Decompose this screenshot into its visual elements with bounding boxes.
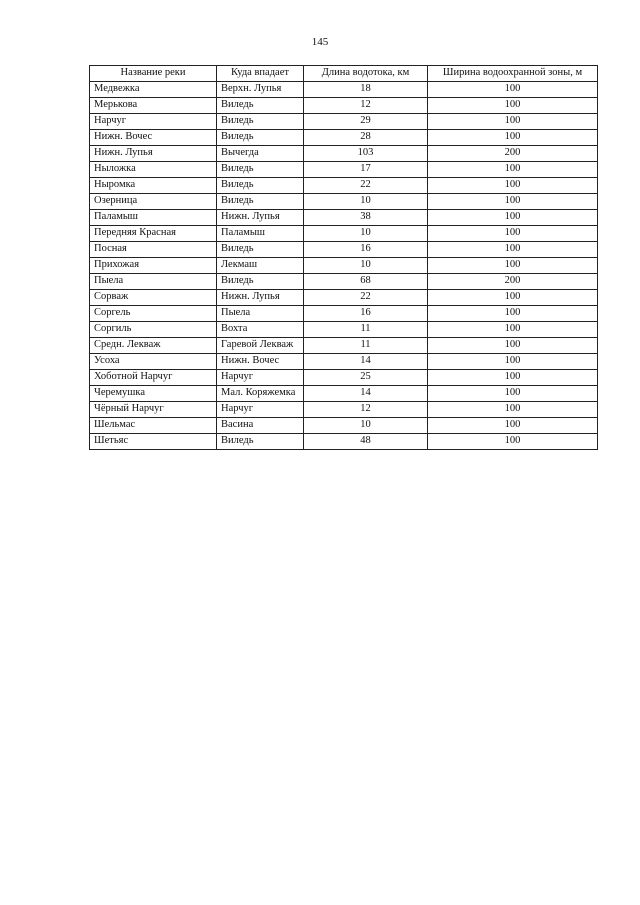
cell-length: 29 (304, 114, 428, 130)
cell-river-name: Шетьяс (90, 434, 217, 450)
table-body (90, 82, 598, 450)
header-flows-into: Куда впадает (217, 66, 304, 82)
table-row (90, 354, 598, 370)
cell-river-name: Ныромка (90, 178, 217, 194)
page-number: 145 (311, 36, 329, 48)
cell-zone-width: 100 (428, 226, 598, 242)
cell-length: 10 (304, 194, 428, 210)
cell-flows-into: Нарчуг (217, 370, 304, 386)
table-row (90, 242, 598, 258)
cell-length: 10 (304, 258, 428, 274)
table-header-row (90, 66, 598, 82)
cell-flows-into: Виледь (217, 194, 304, 210)
cell-flows-into: Нижн. Лупья (217, 210, 304, 226)
cell-river-name: Нижн. Вочес (90, 130, 217, 146)
table-row (90, 338, 598, 354)
cell-flows-into: Пыела (217, 306, 304, 322)
cell-zone-width: 100 (428, 98, 598, 114)
cell-zone-width: 100 (428, 194, 598, 210)
cell-zone-width: 100 (428, 386, 598, 402)
cell-zone-width: 100 (428, 82, 598, 98)
cell-river-name: Соргиль (90, 322, 217, 338)
cell-flows-into: Виледь (217, 114, 304, 130)
table-row (90, 402, 598, 418)
cell-flows-into: Нижн. Лупья (217, 290, 304, 306)
cell-length: 38 (304, 210, 428, 226)
cell-river-name: Паламыш (90, 210, 217, 226)
cell-length: 18 (304, 82, 428, 98)
cell-flows-into: Виледь (217, 178, 304, 194)
cell-flows-into: Виледь (217, 130, 304, 146)
cell-zone-width: 100 (428, 258, 598, 274)
cell-zone-width: 200 (428, 274, 598, 290)
cell-flows-into: Васина (217, 418, 304, 434)
cell-zone-width: 100 (428, 354, 598, 370)
cell-flows-into: Верхн. Лупья (217, 82, 304, 98)
cell-flows-into: Виледь (217, 274, 304, 290)
table-row (90, 146, 598, 162)
cell-river-name: Нарчуг (90, 114, 217, 130)
cell-river-name: Средн. Лекваж (90, 338, 217, 354)
cell-length: 10 (304, 226, 428, 242)
cell-length: 28 (304, 130, 428, 146)
cell-river-name: Нижн. Лупья (90, 146, 217, 162)
cell-length: 25 (304, 370, 428, 386)
table-row (90, 98, 598, 114)
cell-zone-width: 200 (428, 146, 598, 162)
cell-zone-width: 100 (428, 242, 598, 258)
table-row (90, 226, 598, 242)
header-river-name: Название реки (90, 66, 217, 82)
cell-length: 16 (304, 242, 428, 258)
cell-river-name: Черемушка (90, 386, 217, 402)
table-row (90, 194, 598, 210)
cell-length: 12 (304, 98, 428, 114)
cell-zone-width: 100 (428, 370, 598, 386)
cell-length: 10 (304, 418, 428, 434)
header-zone-width: Ширина водоохранной зоны, м (428, 66, 598, 82)
table-row (90, 114, 598, 130)
cell-zone-width: 100 (428, 306, 598, 322)
cell-zone-width: 100 (428, 130, 598, 146)
cell-length: 11 (304, 322, 428, 338)
cell-flows-into: Виледь (217, 98, 304, 114)
cell-length: 103 (304, 146, 428, 162)
cell-river-name: Сорваж (90, 290, 217, 306)
header-length: Длина водотока, км (304, 66, 428, 82)
cell-river-name: Передняя Красная (90, 226, 217, 242)
cell-flows-into: Мал. Коряжемка (217, 386, 304, 402)
cell-zone-width: 100 (428, 322, 598, 338)
cell-flows-into: Вычегда (217, 146, 304, 162)
cell-river-name: Прихожая (90, 258, 217, 274)
table-row (90, 130, 598, 146)
table-row (90, 274, 598, 290)
table-row (90, 434, 598, 450)
rivers-table (89, 65, 598, 450)
cell-length: 16 (304, 306, 428, 322)
cell-zone-width: 100 (428, 434, 598, 450)
cell-flows-into: Гаревой Лекваж (217, 338, 304, 354)
table-row (90, 322, 598, 338)
cell-flows-into: Вохта (217, 322, 304, 338)
cell-zone-width: 100 (428, 290, 598, 306)
cell-flows-into: Нижн. Вочес (217, 354, 304, 370)
table-row (90, 210, 598, 226)
cell-river-name: Посная (90, 242, 217, 258)
cell-river-name: Медвежка (90, 82, 217, 98)
cell-flows-into: Нарчуг (217, 402, 304, 418)
cell-river-name: Хоботной Нарчуг (90, 370, 217, 386)
cell-river-name: Шельмас (90, 418, 217, 434)
cell-zone-width: 100 (428, 402, 598, 418)
cell-river-name: Усоха (90, 354, 217, 370)
table-row (90, 386, 598, 402)
cell-length: 48 (304, 434, 428, 450)
cell-zone-width: 100 (428, 114, 598, 130)
table-row (90, 370, 598, 386)
cell-zone-width: 100 (428, 162, 598, 178)
cell-length: 14 (304, 386, 428, 402)
cell-zone-width: 100 (428, 338, 598, 354)
cell-length: 22 (304, 178, 428, 194)
cell-length: 11 (304, 338, 428, 354)
cell-zone-width: 100 (428, 178, 598, 194)
cell-river-name: Мерькова (90, 98, 217, 114)
cell-river-name: Пыела (90, 274, 217, 290)
cell-river-name: Ныложка (90, 162, 217, 178)
table-row (90, 258, 598, 274)
table-row (90, 178, 598, 194)
cell-length: 12 (304, 402, 428, 418)
cell-flows-into: Паламыш (217, 226, 304, 242)
cell-river-name: Соргель (90, 306, 217, 322)
cell-zone-width: 100 (428, 210, 598, 226)
table-row (90, 306, 598, 322)
cell-length: 22 (304, 290, 428, 306)
cell-flows-into: Виледь (217, 162, 304, 178)
table-row (90, 418, 598, 434)
cell-flows-into: Виледь (217, 242, 304, 258)
table-row (90, 290, 598, 306)
cell-zone-width: 100 (428, 418, 598, 434)
cell-length: 68 (304, 274, 428, 290)
cell-length: 14 (304, 354, 428, 370)
table-row (90, 82, 598, 98)
cell-length: 17 (304, 162, 428, 178)
cell-river-name: Чёрный Нарчуг (90, 402, 217, 418)
table-row (90, 162, 598, 178)
cell-flows-into: Лекмаш (217, 258, 304, 274)
cell-flows-into: Виледь (217, 434, 304, 450)
cell-river-name: Озерница (90, 194, 217, 210)
